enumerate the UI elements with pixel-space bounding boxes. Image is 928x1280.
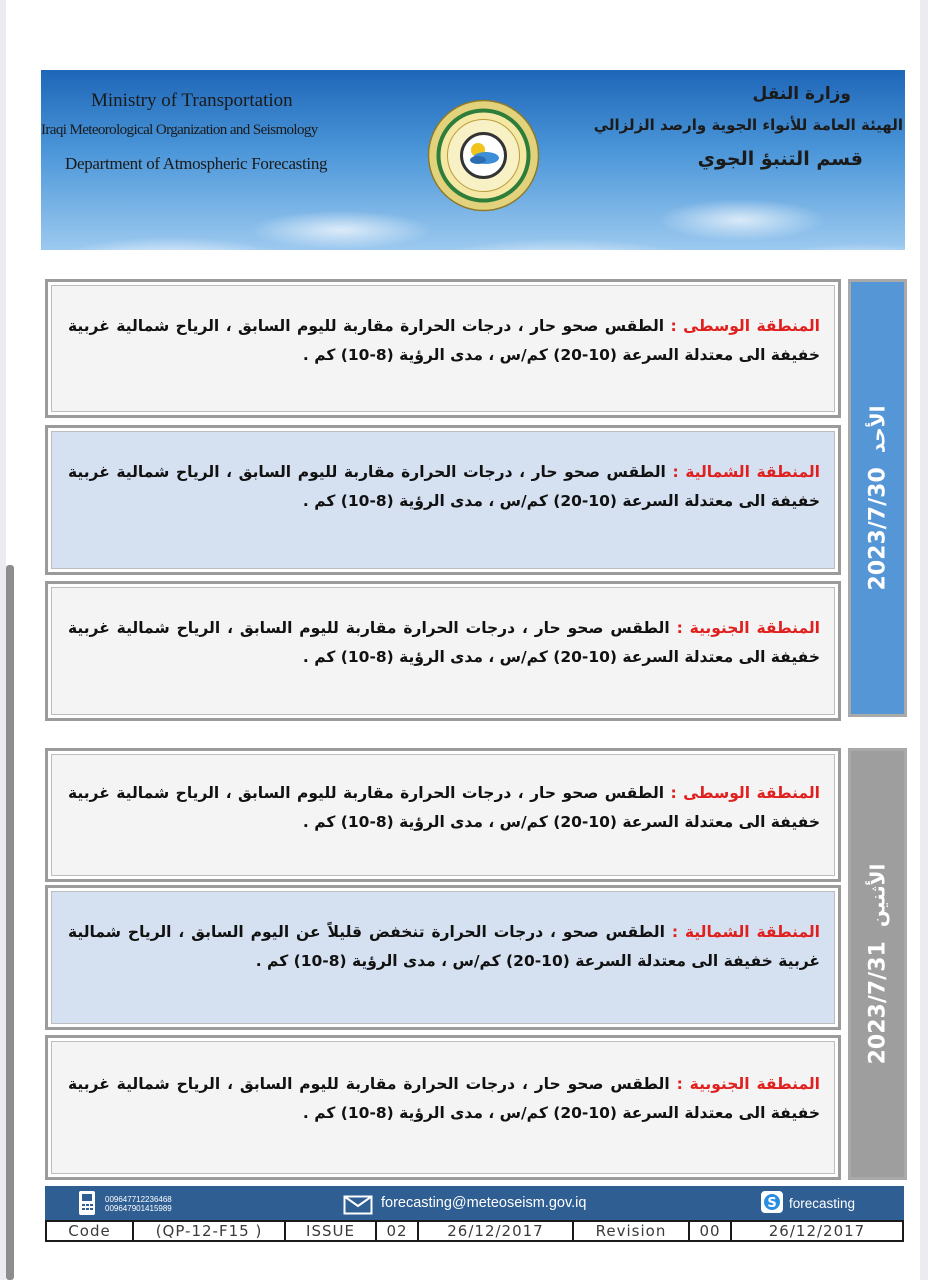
footer <box>45 1186 904 1242</box>
arabic-department: قسم التنبؤ الجوي <box>697 148 863 170</box>
arabic-ministry: وزارة النقل <box>752 84 851 104</box>
region-box-northern <box>45 885 841 1030</box>
region-box-southern <box>45 581 841 721</box>
forecast-text <box>68 918 820 976</box>
revision-date: 26/12/2017 <box>768 1222 866 1240</box>
email-link[interactable]: forecasting@meteoseism.gov.iq <box>381 1195 587 1211</box>
document-code-row <box>45 1220 904 1242</box>
issue-date: 26/12/2017 <box>419 1222 574 1240</box>
forecast-body: الطقس صحو ، درجات الحرارة تنخفض قليلاً عن اليوم السابق ، الرياح شمالية غربية خفيفة الى معتدلة السرعة (10-20) كم/س ، مدى الرؤية (8-10) كم . <box>68 923 820 970</box>
scrollbar[interactable] <box>6 565 14 1280</box>
region-name: المنطقة الشمالية : <box>672 463 820 481</box>
region-box-northern <box>45 425 841 575</box>
region-box-southern <box>45 1035 841 1180</box>
region-box-central <box>45 748 841 882</box>
phone-number-1[interactable]: 009647712236468 <box>105 1195 172 1204</box>
day-date-bar <box>848 748 907 1180</box>
forecast-body: الطقس صحو حار ، درجات الحرارة مقاربة لليوم السابق ، الرياح شمالية غربية خفيفة الى معتدلة السرعة (10-20) كم/س ، مدى الرؤية (8-10) كم . <box>68 619 820 666</box>
region-name: المنطقة الجنوبية : <box>676 1075 820 1093</box>
english-department: Department of Atmospheric Forecasting <box>65 154 328 173</box>
day-name: الأثنين <box>865 863 889 928</box>
code-label: Code <box>47 1222 134 1240</box>
day-date-label <box>865 406 890 591</box>
forecast-text <box>68 1070 820 1128</box>
date: 2023/7/31 <box>865 941 890 1065</box>
english-organization: Iraqi Meteorological Organization and Seismology <box>41 122 318 138</box>
phone-icon <box>78 1190 96 1216</box>
day-date-bar <box>848 279 907 717</box>
code-value: (QP-12-F15 ) <box>134 1222 286 1240</box>
header-banner <box>41 70 905 250</box>
day-date-label <box>865 864 890 1065</box>
skype-handle[interactable]: forecasting <box>789 1196 856 1211</box>
forecast-body: الطقس صحو حار ، درجات الحرارة مقاربة لليوم السابق ، الرياح شمالية غربية خفيفة الى معتدلة السرعة (10-20) كم/س ، مدى الرؤية (8-10) كم . <box>68 317 820 364</box>
revision-number: 00 <box>690 1222 732 1240</box>
date: 2023/7/30 <box>865 467 890 591</box>
phone-number-2[interactable]: 009647901415989 <box>105 1204 172 1213</box>
forecast-body: الطقس صحو حار ، درجات الحرارة مقاربة لليوم السابق ، الرياح شمالية غربية خفيفة الى معتدلة السرعة (10-20) كم/س ، مدى الرؤية (8-10) كم . <box>68 1075 820 1122</box>
region-name: المنطقة الجنوبية : <box>676 619 820 637</box>
forecast-text <box>68 312 820 370</box>
skype-icon <box>761 1191 783 1213</box>
issue-label: ISSUE <box>286 1222 377 1240</box>
day-block-2 <box>45 748 907 1181</box>
day-name: الأحد <box>865 405 889 454</box>
svg-text:S: S <box>767 1196 777 1211</box>
region-box-central <box>45 279 841 418</box>
envelope-icon <box>343 1195 373 1215</box>
english-ministry: Ministry of Transportation <box>91 90 293 111</box>
forecast-text <box>68 458 820 516</box>
issue-number: 02 <box>377 1222 419 1240</box>
arabic-organization: الهيئة العامة للأنواء الجوية وارصد الزلزالي <box>593 116 903 134</box>
region-name: المنطقة الوسطى : <box>670 317 820 335</box>
organization-seal-icon <box>426 98 541 213</box>
contact-band <box>45 1186 904 1220</box>
day-block-1 <box>45 279 907 721</box>
forecast-text <box>68 614 820 672</box>
forecast-body: الطقس صحو حار ، درجات الحرارة مقاربة لليوم السابق ، الرياح شمالية غربية خفيفة الى معتدلة السرعة (10-20) كم/س ، مدى الرؤية (8-10) كم . <box>68 463 820 510</box>
region-name: المنطقة الوسطى : <box>670 784 820 802</box>
forecast-text <box>68 779 820 837</box>
region-name: المنطقة الشمالية : <box>671 923 820 941</box>
forecast-body: الطقس صحو حار ، درجات الحرارة مقاربة لليوم السابق ، الرياح شمالية غربية خفيفة الى معتدلة السرعة (10-20) كم/س ، مدى الرؤية (8-10) كم . <box>68 784 820 831</box>
revision-label: Revision <box>574 1222 690 1240</box>
